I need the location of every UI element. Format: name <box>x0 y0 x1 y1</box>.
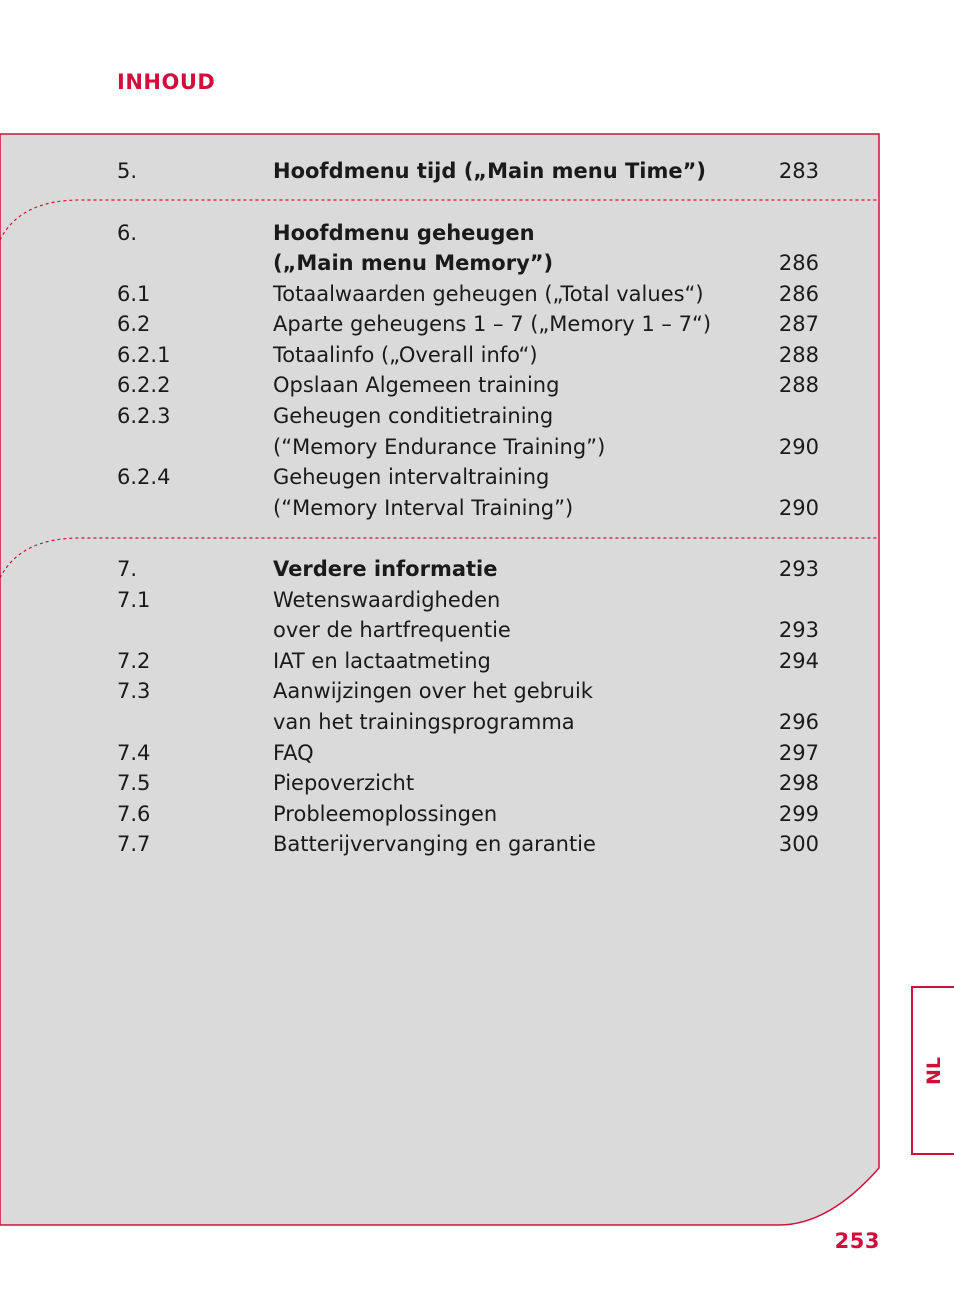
toc-entry[interactable] <box>0 309 880 339</box>
toc-entry-number: 7. <box>117 557 138 581</box>
toc-entry-title: Hoofdmenu tijd („Main menu Time”) <box>273 159 707 183</box>
toc-entry-page: 300 <box>778 832 819 856</box>
toc-entry-page: 288 <box>778 343 819 367</box>
toc-entry[interactable] <box>0 829 880 859</box>
toc-entry-page: 299 <box>778 802 819 826</box>
toc-entry-number: 6.2.1 <box>117 343 171 367</box>
toc-entry[interactable] <box>0 432 880 462</box>
page-number: 253 <box>834 1229 880 1253</box>
toc-entry-page: 290 <box>778 496 819 520</box>
toc-entry[interactable] <box>0 738 880 768</box>
toc-entry-number: 7.2 <box>117 649 151 673</box>
toc-entry-page: 297 <box>778 741 819 765</box>
toc-entry[interactable] <box>0 554 880 584</box>
toc-entry-title: Geheugen conditietraining <box>273 404 554 428</box>
toc-entry-title: Wetenswaardigheden <box>273 588 501 612</box>
toc-entry-title: Opslaan Algemeen training <box>273 373 560 397</box>
toc-entry[interactable] <box>0 279 880 309</box>
toc-entry[interactable] <box>0 218 880 248</box>
toc-entry[interactable] <box>0 493 880 523</box>
toc-entry-title: (“Memory Interval Training”) <box>273 496 574 520</box>
toc-entry-title: over de hartfrequentie <box>273 618 511 642</box>
toc-entry-page: 286 <box>778 251 819 275</box>
language-label: NL <box>922 1056 945 1085</box>
toc-entry[interactable] <box>0 248 880 278</box>
toc-entry-title: van het trainingsprogramma <box>273 710 575 734</box>
section-title: INHOUD <box>117 70 216 94</box>
toc-entry[interactable] <box>0 615 880 645</box>
toc-entry-number: 6.2.2 <box>117 373 171 397</box>
toc-entry-title: Totaalwaarden geheugen („Total values“) <box>273 282 704 306</box>
toc-entry-number: 7.3 <box>117 679 151 703</box>
toc-entry[interactable] <box>0 799 880 829</box>
toc-entry-title: Geheugen intervaltraining <box>273 465 550 489</box>
toc-entry[interactable] <box>0 462 880 492</box>
toc-entry-page: 294 <box>778 649 819 673</box>
toc-entry[interactable] <box>0 768 880 798</box>
toc-entry-page: 283 <box>778 159 819 183</box>
toc-entry[interactable] <box>0 707 880 737</box>
toc-entry[interactable] <box>0 401 880 431</box>
toc-entry-title: Hoofdmenu geheugen <box>273 221 535 245</box>
toc-entry-number: 7.7 <box>117 832 151 856</box>
toc-entry-number: 6.1 <box>117 282 151 306</box>
toc-entry-title: IAT en lactaatmeting <box>273 649 491 673</box>
toc-entry-page: 286 <box>778 282 819 306</box>
toc-entry-page: 287 <box>778 312 819 336</box>
toc-entry-page: 290 <box>778 435 819 459</box>
toc-entry-page: 293 <box>778 618 819 642</box>
toc-entry-number: 7.5 <box>117 771 151 795</box>
toc-entry-title: Totaalinfo („Overall info“) <box>273 343 538 367</box>
toc-entry-number: 6. <box>117 221 138 245</box>
toc-entry-page: 298 <box>778 771 819 795</box>
toc-entry-number: 7.4 <box>117 741 151 765</box>
toc-entry-title: („Main menu Memory”) <box>273 251 554 275</box>
toc-entry-page: 293 <box>778 557 819 581</box>
toc-entry-number: 7.1 <box>117 588 151 612</box>
toc-entry[interactable] <box>0 370 880 400</box>
toc-entry-number: 7.6 <box>117 802 151 826</box>
toc-entry-page: 288 <box>778 373 819 397</box>
toc-entry[interactable] <box>0 676 880 706</box>
toc-entry-page: 296 <box>778 710 819 734</box>
toc-entry[interactable] <box>0 585 880 615</box>
toc-entry-title: Aanwijzingen over het gebruik <box>273 679 593 703</box>
toc-entry-title: Piepoverzicht <box>273 771 415 795</box>
toc-entry-title: Batterijvervanging en garantie <box>273 832 596 856</box>
toc-entry-number: 5. <box>117 159 138 183</box>
toc-entry-title: Aparte geheugens 1 – 7 („Memory 1 – 7“) <box>273 312 712 336</box>
toc-entry-title: Verdere informatie <box>273 557 498 581</box>
toc-entry-title: Probleemoplossingen <box>273 802 498 826</box>
toc-entry-title: FAQ <box>273 741 314 765</box>
language-tab[interactable] <box>911 986 954 1155</box>
toc-entry-number: 6.2 <box>117 312 151 336</box>
toc-entry[interactable] <box>0 646 880 676</box>
toc-entry[interactable] <box>0 156 880 186</box>
toc-entry-title: (“Memory Endurance Training”) <box>273 435 606 459</box>
toc-entry-number: 6.2.4 <box>117 465 171 489</box>
toc-entry-number: 6.2.3 <box>117 404 171 428</box>
toc-entry[interactable] <box>0 340 880 370</box>
